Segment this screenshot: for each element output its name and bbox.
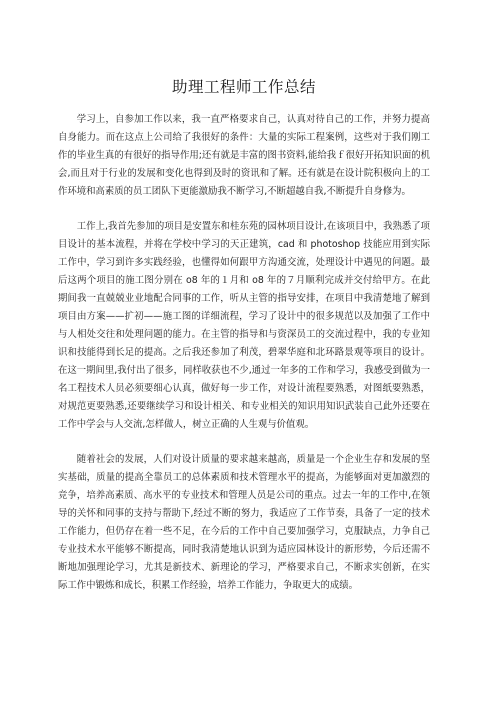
paragraph-study: 学习上，自参加工作以来，我一直严格要求自己，认真对待自己的工作，并努力提高自身能力。而在这点上公司给了我很好的条件：大量的实际工程案例，这些对于我们刚工作的毕业生真的有很好的指导作用;还有就是丰富的图书资料,能给我ｆ很好开拓知识面的机会,而且对于行业的发展和变化也得到及时的资讯和了解。还有就是在设计院积极向上的工作环境和高素质的员工团队下更能激励我不断学习,不断超越自我,不断提升自身修为。 [58, 114, 430, 197]
paragraph-outlook: 随着社会的发展，人们对设计质量的要求越来越高，质量是一个企业生存和发展的坚实基础，质量的提高全靠员工的总体素质和技术管理水平的提高，为能够面对更加激烈的竞争，培养高素质、高水平的专业技术和管理人员是公司的重点。过去一年的工作中,在领导的关怀和同事的支持与帮助下,经过不断的努力，我适应了工作节奏，具备了一定的技术工作能力，但仍存在着一些不足，在今后的工作中自己要加强学习，克服缺点，力争自己专业技术水平能够不断提高，同时我清楚地认识到为适应园林设计的新形势，今后还需不断地加强理论学习，尤其是新技术、新理论的学习，严格要求自己，不断求实创新，在实际工作中锻炼和成长，积累工作经验，培养工作能力，争取更大的成绩。 [58, 454, 430, 591]
paragraph-work: 工作上,我首先参加的项目是安置东和桂东苑的园林项目设计,在该项目中，我熟悉了项目设计的基本流程，并将在学校中学习的天正建筑，cad 和 photoshop 技能应用到实际工作中，学习到许多实践经验，也懂得如何跟甲方沟通交流，处理设计中遇见的问题。最后这两个项目的施工图分别在 o8 年的１月和 o8 年的７月顺利完成并交付给甲方。在此期间我一直兢兢业业地配合同事的工作，听从主管的指导安排，在项目中我清楚地了解到项目由方案——扩初——施工图的详细流程，学习了设计中的很多规范以及加强了工作中与人相处交往和处理问题的能力。在主管的指导和与资深员工的交流过程中，我的专业知识和技能得到长足的提高。之后我还参加了利茂，碧翠华庭和北环路景观等项目的设计。在这一期间里,我付出了很多，同样收获也不少,通过一年多的工作和学习，我感受到做为一名工程技术人员必须要细心认真，做好每一步工作，对设计流程要熟悉，对图纸要熟悉，对规范更要熟悉,还要继续学习和设计相关、和专业相关的知识用知识武装自己此外还要在工作中学会与人交流,怎样做人，树立正确的人生观与价值观。 [58, 221, 430, 430]
document-title: 助理工程师工作总结 [171, 78, 316, 96]
